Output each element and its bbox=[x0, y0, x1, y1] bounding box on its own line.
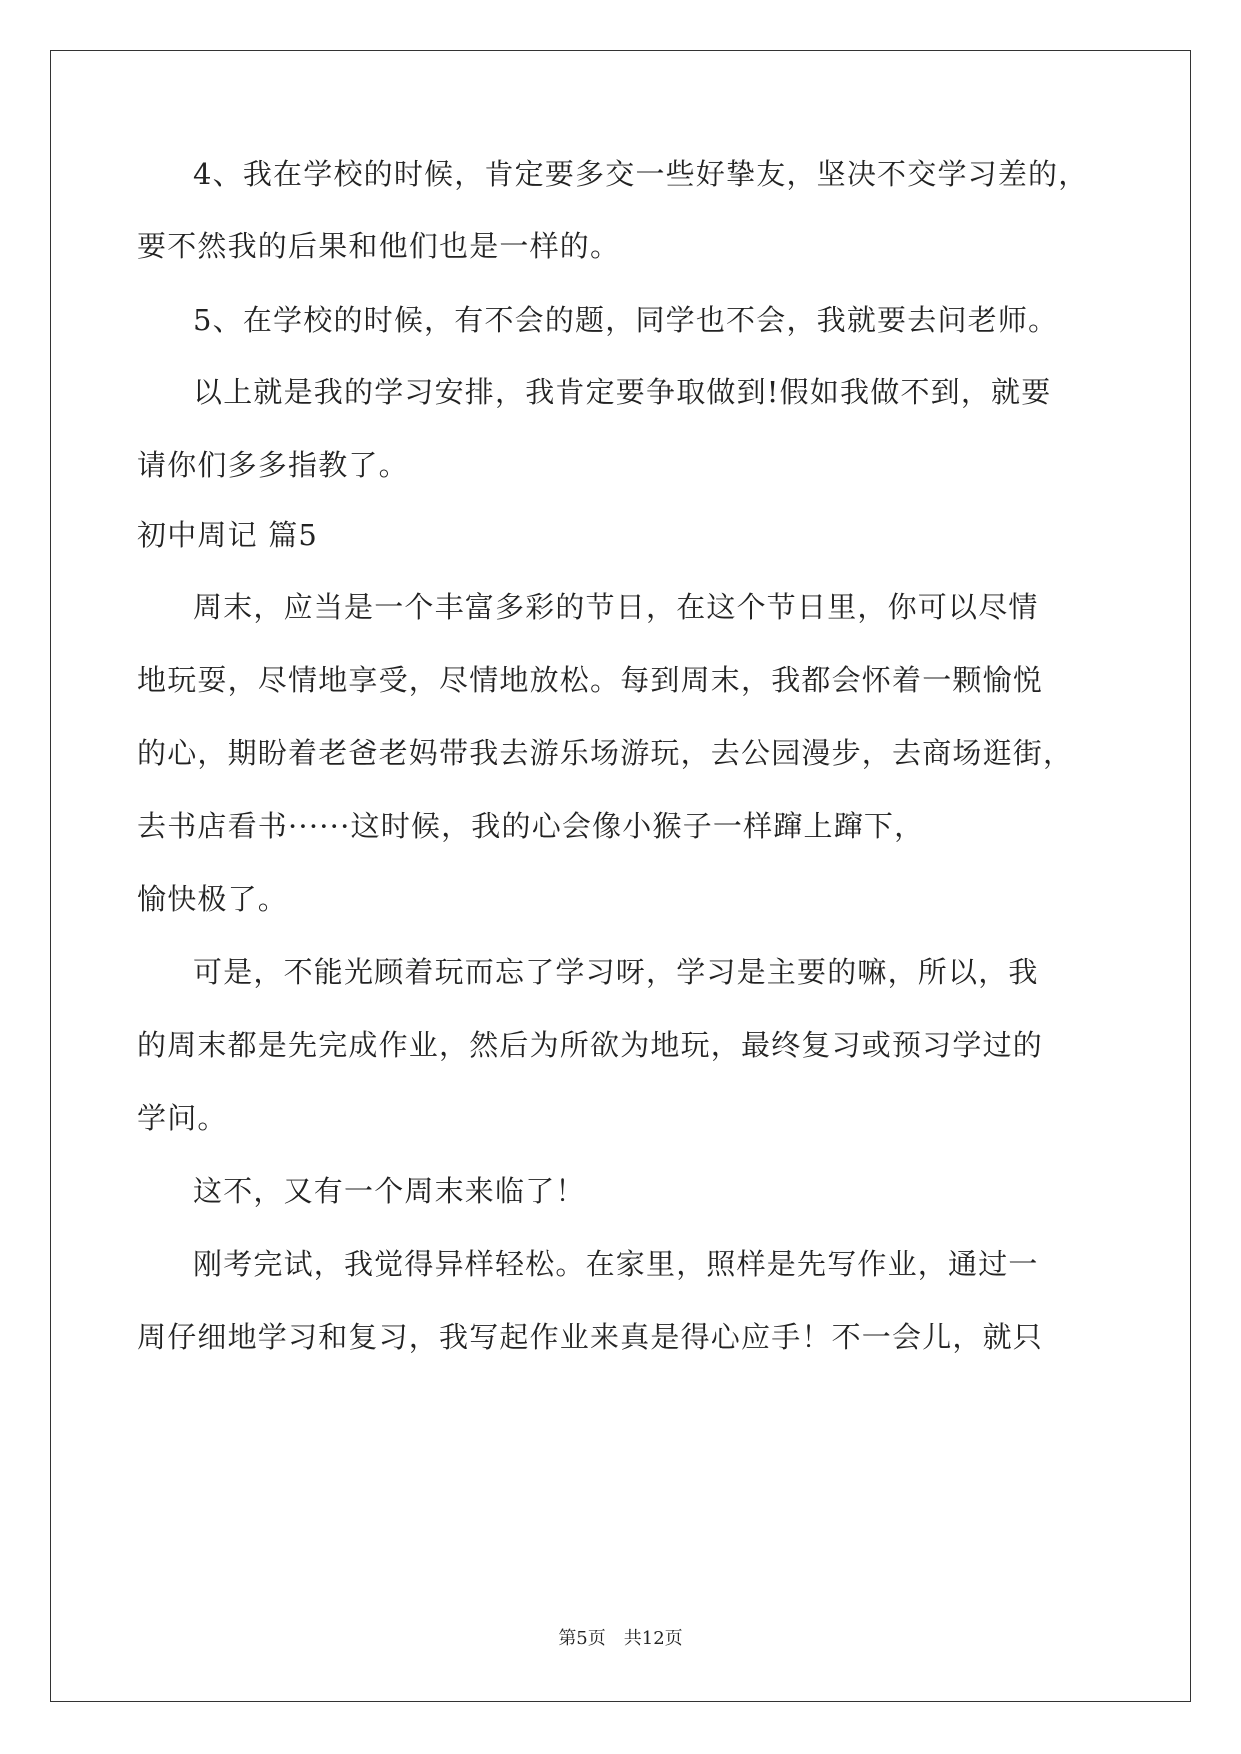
paragraph-line: 去书店看书······这时候，我的心会像小猴子一样蹿上蹿下， bbox=[137, 809, 925, 843]
paragraph-line: 5、在学校的时候，有不会的题，同学也不会，我就要去问老师。 bbox=[193, 303, 1059, 337]
paragraph-line: 的心，期盼着老爸老妈带我去游乐场游玩，去公园漫步，去商场逛街， bbox=[137, 736, 1074, 770]
paragraph-line: 请你们多多指教了。 bbox=[137, 448, 409, 482]
paragraph-line: 学问。 bbox=[137, 1101, 228, 1135]
page-border bbox=[50, 50, 1191, 1702]
paragraph-line: 以上就是我的学习安排，我肯定要争取做到!假如我做不到，就要 bbox=[193, 375, 1052, 409]
section-heading: 初中周记 篇5 bbox=[137, 518, 319, 552]
paragraph-line: 4、我在学校的时候，肯定要多交一些好挚友，坚决不交学习差的， bbox=[193, 157, 1089, 191]
paragraph-line: 周仔细地学习和复习，我写起作业来真是得心应手！不一会儿，就只 bbox=[137, 1320, 1044, 1354]
paragraph-line: 要不然我的后果和他们也是一样的。 bbox=[137, 229, 621, 263]
page-footer bbox=[0, 1627, 1241, 1651]
paragraph-line: 可是，不能光顾着玩而忘了学习呀，学习是主要的嘛，所以，我 bbox=[193, 955, 1039, 989]
page-number-label: 第5页 共12页 bbox=[558, 1628, 683, 1649]
paragraph-line: 愉快极了。 bbox=[137, 882, 289, 916]
paragraph-line: 这不，又有一个周末来临了！ bbox=[193, 1174, 586, 1208]
paragraph-line: 刚考完试，我觉得异样轻松。在家里，照样是先写作业，通过一 bbox=[193, 1247, 1039, 1281]
paragraph-line: 的周末都是先完成作业，然后为所欲为地玩，最终复习或预习学过的 bbox=[137, 1028, 1044, 1062]
paragraph-line: 周末，应当是一个丰富多彩的节日，在这个节日里，你可以尽情 bbox=[193, 590, 1039, 624]
paragraph-line: 地玩耍，尽情地享受，尽情地放松。每到周末，我都会怀着一颗愉悦 bbox=[137, 663, 1044, 697]
